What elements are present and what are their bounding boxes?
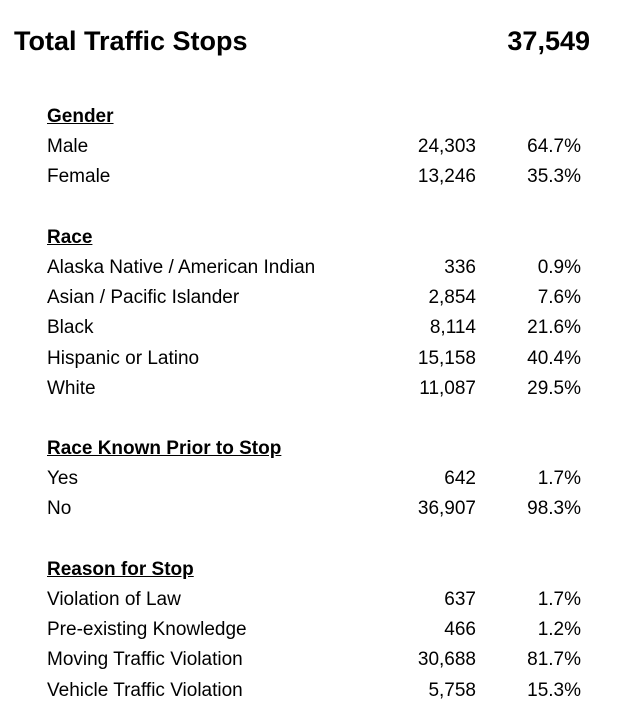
- table-row: [47, 676, 581, 706]
- row-count: 13,246: [417, 166, 476, 188]
- row-label: Asian / Pacific Islander: [47, 287, 240, 309]
- row-label: Yes: [47, 468, 78, 489]
- row-label: Violation of Law: [47, 589, 181, 610]
- section-race-known: [47, 434, 581, 524]
- row-count: 466: [444, 619, 476, 641]
- row-count: 30,688: [417, 649, 476, 671]
- page-title: Total Traffic Stops: [14, 26, 248, 56]
- row-label: Moving Traffic Violation: [47, 649, 243, 671]
- row-label: Male: [47, 136, 89, 157]
- row-percent: 1.7%: [537, 589, 581, 610]
- row-percent: 1.2%: [537, 619, 581, 641]
- row-percent: 7.6%: [537, 287, 581, 309]
- total-stops-value: 37,549: [507, 26, 590, 56]
- row-label: Vehicle Traffic Violation: [47, 679, 243, 701]
- row-percent: 81.7%: [527, 649, 581, 671]
- row-count: 11,087: [419, 377, 476, 399]
- row-percent: 40.4%: [527, 347, 581, 369]
- table-row: [47, 162, 581, 192]
- section-title: Gender: [47, 106, 114, 127]
- row-percent: 0.9%: [537, 257, 581, 278]
- row-count: 24,303: [417, 136, 476, 157]
- table-row: [47, 585, 581, 615]
- row-count: 336: [444, 257, 476, 278]
- row-percent: 15.3%: [527, 679, 581, 701]
- row-label: Black: [47, 317, 94, 339]
- section-title: Race: [47, 227, 93, 248]
- row-percent: 64.7%: [527, 136, 581, 157]
- row-label: Pre-existing Knowledge: [47, 619, 247, 641]
- row-label: Hispanic or Latino: [47, 347, 200, 369]
- table-row: [47, 494, 581, 524]
- report-header: [14, 26, 590, 60]
- row-count: 2,854: [428, 287, 476, 309]
- row-count: 15,158: [417, 347, 476, 369]
- section-race: [47, 223, 581, 404]
- row-label: White: [47, 377, 96, 399]
- row-percent: 21.6%: [527, 317, 581, 339]
- table-row: [47, 464, 581, 494]
- table-row: [47, 132, 581, 162]
- table-row: [47, 283, 581, 313]
- row-percent: 29.5%: [527, 377, 581, 399]
- table-row: [47, 344, 581, 374]
- section-title: Reason for Stop: [47, 559, 194, 580]
- row-label: Alaska Native / American Indian: [47, 257, 316, 278]
- table-row: [47, 374, 581, 404]
- section-reason: [47, 555, 581, 706]
- row-percent: 1.7%: [537, 468, 581, 489]
- row-count: 637: [444, 589, 476, 610]
- row-label: No: [47, 498, 72, 520]
- table-row: [47, 313, 581, 343]
- table-row: [47, 615, 581, 645]
- row-count: 8,114: [429, 317, 476, 339]
- section-gender: [47, 102, 581, 192]
- row-percent: 98.3%: [527, 498, 581, 520]
- table-row: [47, 645, 581, 675]
- row-count: 5,758: [428, 679, 476, 701]
- row-percent: 35.3%: [527, 166, 581, 188]
- row-count: 642: [444, 468, 476, 489]
- row-label: Female: [47, 166, 111, 188]
- row-count: 36,907: [417, 498, 476, 520]
- section-title: Race Known Prior to Stop: [47, 438, 282, 459]
- table-row: [47, 253, 581, 283]
